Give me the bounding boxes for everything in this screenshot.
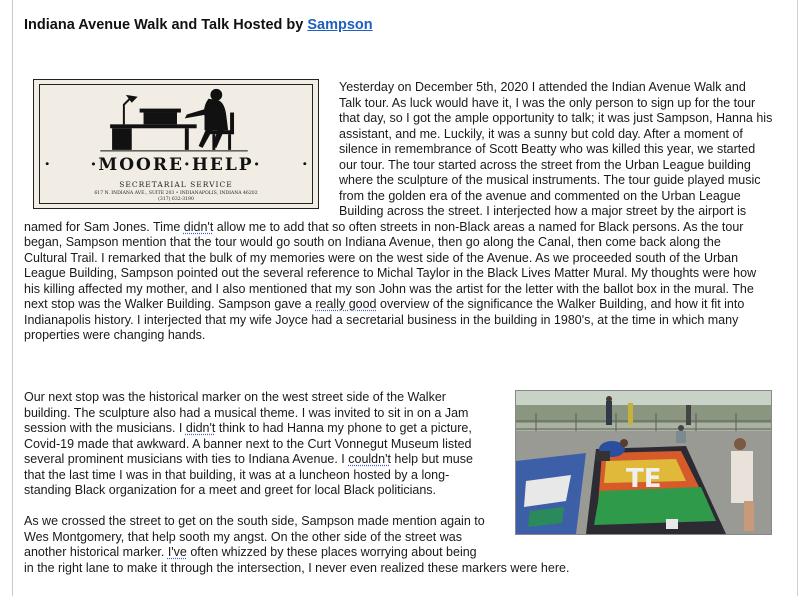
text-line: that the last time I was in that building, it was at a luncheon hosted by a long- xyxy=(24,467,450,482)
text-line: Talk tour. As luck would have it, I was the only person to sign up for the tour xyxy=(339,95,756,110)
spelling-flag[interactable]: didn't xyxy=(183,219,214,234)
text-line: building. The sculpture also had a musical theme. I was invited to sit in on a Jam xyxy=(24,405,469,420)
text-line: Our next stop was the historical marker on the west street side of the Walker xyxy=(24,390,446,404)
spelling-flag[interactable]: really good xyxy=(315,297,377,311)
text-line: where the sculpture of the musical instruments. The tour guide played music xyxy=(339,173,761,187)
text-line xyxy=(24,220,756,236)
text-line xyxy=(24,545,569,561)
page-margin-rule xyxy=(12,0,13,596)
text-line: As we crossed the street to get on the south side, Sampson made mention again to xyxy=(24,514,485,528)
spelling-flag[interactable]: I've xyxy=(167,545,187,559)
paragraph-1-full xyxy=(24,220,756,344)
text-line xyxy=(24,452,473,468)
mural-letters: TE xyxy=(626,464,662,494)
text-run: several prominent musicians with ties to Indiana Avenue. I xyxy=(24,452,349,466)
text-line: Covid-19 made that awkward. A banner next to the Curt Vonnegut Museum listed xyxy=(24,436,472,451)
scrollbar-edge xyxy=(797,0,798,596)
text-line: Yesterday on December 5th, 2020 I attended the Indian Avenue Walk and xyxy=(339,80,746,94)
text-run: allow me to add that so often streets in non-Black areas a named for Black persons. As the tour xyxy=(213,219,744,234)
title-text: Indiana Avenue Walk and Talk Hosted by xyxy=(24,17,308,33)
text-line: League Building, Sampson pointed out the several reference to Michal Taylor in the Black Lives Matter Mural. My thoughts were how xyxy=(24,266,757,280)
ad-border xyxy=(39,84,313,204)
mural-painting-scene xyxy=(516,391,771,534)
text-line: that day, so I got the ample opportunity to talk; it was just Sampson, Hanna his xyxy=(339,111,773,125)
text-run: another historical marker. xyxy=(24,545,168,559)
text-line: Wes Montgomery, that help sooth my angst. On the other side of the street was xyxy=(24,529,462,544)
text-run: named for Sam Jones. Time xyxy=(24,219,184,234)
paragraph-2 xyxy=(24,390,473,499)
text-line: from the golden era of the avenue and commented on the Urban League xyxy=(339,188,741,203)
text-line: assistant, and me. Luckily, it was a sunny but cold day. After a moment of xyxy=(339,126,743,141)
text-line: our tour. The tour started across the street from the Urban League building xyxy=(339,157,751,172)
ad-service-text: SECRETARIAL SERVICE xyxy=(119,180,233,189)
text-line: standing Black organization for a meet and greet for local Black politicians. xyxy=(24,483,437,497)
text-run: next stop was the Walker Building. Sampson gave a xyxy=(24,297,316,311)
text-line xyxy=(24,421,473,437)
text-line: began, Sampson mention that the tour would go south on Indiana Avenue, then go along the Canal, then come back along the xyxy=(24,235,721,249)
ad-business-name: ·MOORE·HELP· xyxy=(90,155,262,175)
text-line: in the right lane to make it through the intersection, I never even realized these markers were here. xyxy=(24,560,570,575)
text-run: think to had Hanna my phone to get a picture, xyxy=(215,421,472,435)
text-line: silence in remembrance of Scott Beatty who was killed this year, we started xyxy=(339,142,756,156)
paragraph-1-wrap xyxy=(339,80,772,220)
text-line: Indianapolis history. I interjected that my wife Joyce had a secretarial business in the building in 1980's, at the time in which many xyxy=(24,312,739,327)
text-line: Building across the street. I interjected how a major street by the airport is xyxy=(339,204,747,218)
text-run: help but muse xyxy=(390,452,473,466)
text-line xyxy=(24,297,756,313)
spelling-flag[interactable]: didn't xyxy=(185,421,216,435)
sampson-link[interactable]: Sampson xyxy=(307,17,373,33)
text-line: his killing affected my mother, and I also mentioned that my son John was the artist for the letter with the ballot box in the mural. The xyxy=(24,281,754,296)
text-line: Cultural Trail. I remarked that the bulk of my memories were on the west side of the Avenue. As we proceeded south of the Urban xyxy=(24,250,739,265)
text-line: properties were changing hands. xyxy=(24,328,206,342)
paragraph-3 xyxy=(24,514,569,576)
ad-address: 617 N. INDIANA AVE., SUITE 203 • INDIANAPOLIS, INDIANA 46202 xyxy=(94,191,258,196)
text-run: overview of the significance the Walker Building, and how it fit into xyxy=(376,297,745,311)
text-run: session with the musicians. I xyxy=(24,421,186,435)
ad-phone: (317) 632-3190 xyxy=(158,197,194,202)
street-mural-photo xyxy=(515,390,772,535)
moore-help-ad-image xyxy=(33,79,319,209)
spelling-flag[interactable]: couldn't xyxy=(348,452,391,466)
text-run: often whizzed by these places worrying about being xyxy=(186,545,477,559)
article-title xyxy=(24,17,373,33)
